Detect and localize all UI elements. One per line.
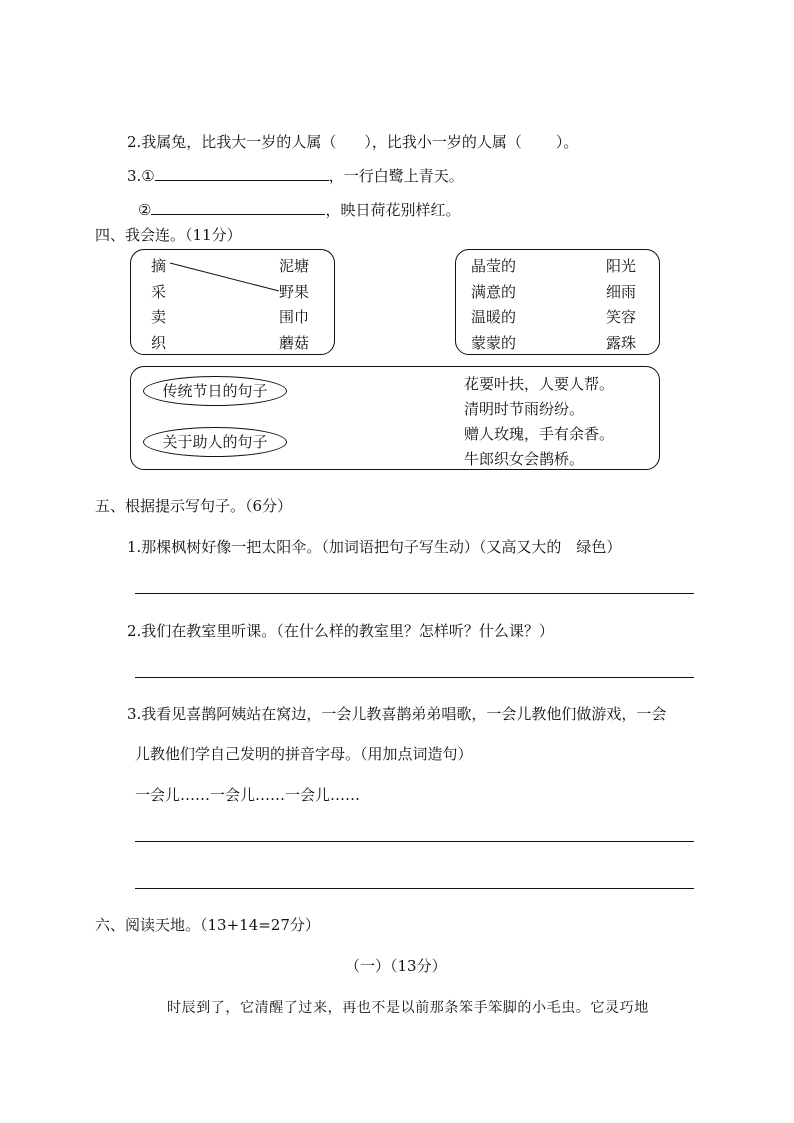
box2-right-3[interactable]: 露珠	[606, 334, 637, 352]
box2-left-3[interactable]: 蒙蒙的	[471, 334, 517, 352]
box2-left-2[interactable]: 温暖的	[471, 308, 517, 326]
q2-suffix: ）。	[555, 133, 579, 151]
section-4-title: 四、我会连。（11分）	[95, 226, 242, 244]
box2-right-0[interactable]: 阳光	[606, 257, 637, 275]
section-5-q3-line1: 3.我看见喜鹊阿姨站在窝边，一会儿教喜鹊弟弟唱歌，一会儿教他们做游戏，一会	[127, 705, 667, 723]
box1-right-0[interactable]: 泥塘	[279, 257, 310, 275]
sentence-1[interactable]: 清明时节雨纷纷。	[464, 400, 585, 418]
answer-line-q1[interactable]	[135, 593, 694, 594]
category-festival-label: 传统节日的句子	[162, 382, 268, 400]
sentence-3[interactable]: 牛郎织女会鹊桥。	[464, 450, 585, 468]
reading-part-title: （一）（13分）	[345, 957, 447, 975]
box1-right-2[interactable]: 围巾	[279, 308, 310, 326]
q2-mid: ），比我小一岁的人属（	[364, 133, 522, 151]
answer-line-q2[interactable]	[135, 677, 694, 678]
sentence-2[interactable]: 赠人玫瑰，手有余香。	[464, 425, 615, 443]
category-helping-label: 关于助人的句子	[162, 433, 268, 451]
sentence-0[interactable]: 花要叶扶，人要人帮。	[464, 375, 615, 393]
category-oval-helping[interactable]	[143, 427, 287, 457]
box2-left-1[interactable]: 满意的	[471, 283, 517, 301]
q2-prefix: 2.我属兔，比我大一岁的人属（	[127, 133, 337, 151]
box2-right-2[interactable]: 笑容	[606, 308, 637, 326]
answer-line-q3b[interactable]	[135, 888, 694, 889]
section-6-title: 六、阅读天地。（13+14=27分）	[95, 916, 320, 934]
box1-right-1[interactable]: 野果	[279, 283, 310, 301]
section-5-q3-line2: 儿教他们学自己发明的拼音字母。（用加点词造句）	[135, 745, 473, 763]
box1-left-2[interactable]: 卖	[151, 308, 167, 326]
q3-line2-tail: ，映日荷花别样红。	[325, 201, 461, 219]
answer-line-q3a[interactable]	[135, 841, 694, 842]
box2-right-1[interactable]: 细雨	[606, 283, 637, 301]
box2-left-0[interactable]: 晶莹的	[471, 257, 517, 275]
reading-passage: 时辰到了，它清醒了过来，再也不是以前那条笨手笨脚的小毛虫。它灵巧地	[167, 1000, 649, 1016]
q3-line1-tail: ，一行白鹭上青天。	[328, 167, 464, 185]
section-5-title: 五、根据提示写句子。（6分）	[95, 497, 293, 515]
section-5-q2: 2.我们在教室里听课。（在什么样的教室里？怎样听？什么课？）	[127, 622, 554, 640]
box1-left-0[interactable]: 摘	[151, 257, 167, 275]
box1-right-3[interactable]: 蘑菇	[279, 334, 310, 352]
q3-line2-label: ②	[138, 201, 152, 219]
box1-left-3[interactable]: 织	[151, 334, 167, 352]
category-oval-festival[interactable]	[143, 376, 287, 406]
section-5-q1: 1.那棵枫树好像一把太阳伞。（加词语把句子写生动）（又高又大的 绿色）	[127, 538, 622, 556]
q3-line1-label: 3.①	[127, 167, 155, 185]
box1-left-1[interactable]: 采	[151, 283, 167, 301]
section-5-q3-pattern: 一会儿……一会儿……一会儿……	[135, 786, 361, 804]
